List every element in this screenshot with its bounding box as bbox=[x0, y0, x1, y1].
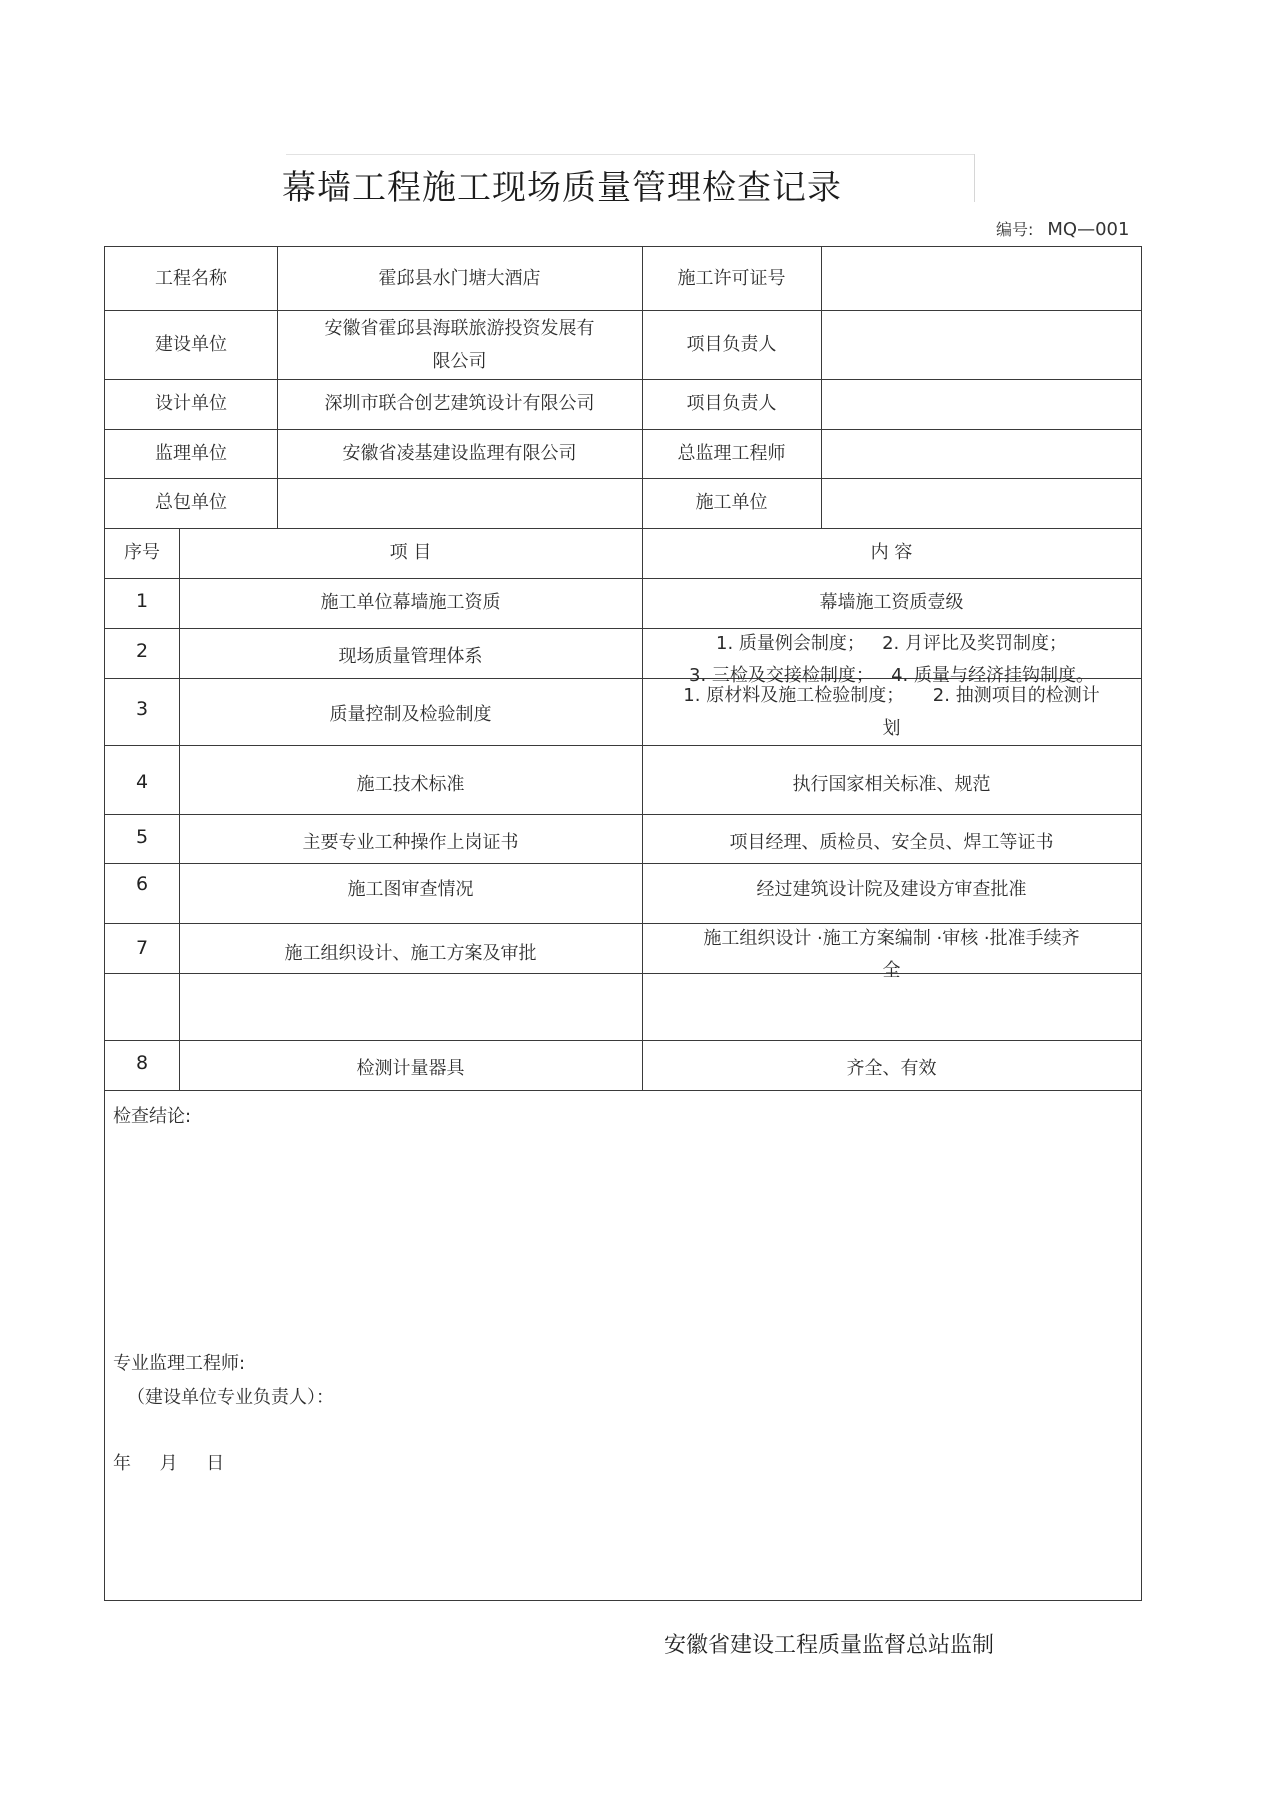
label-design-unit: 设计单位 bbox=[155, 393, 227, 414]
item-3-content-line1: 1. 原材料及施工检验制度； 2. 抽测项目的检测计 bbox=[683, 684, 1100, 706]
label-project-name: 工程名称 bbox=[155, 267, 227, 289]
item-2-content bbox=[642, 628, 1141, 686]
document-number bbox=[996, 217, 1129, 240]
document-title: 幕墙工程施工现场质量管理检查记录 bbox=[282, 168, 842, 208]
conclusion-label: 检查结论: bbox=[113, 1106, 192, 1127]
row-divider bbox=[105, 1090, 1141, 1091]
item-7-content-line2: 全 bbox=[882, 960, 901, 981]
label-design-manager: 项目负责人 bbox=[686, 393, 777, 414]
item-7-content-line1: 施工组织设计 ·施工方案编制 ·审核 ·批准手续齐 bbox=[703, 928, 1080, 949]
item-4-no: 4 bbox=[135, 771, 149, 793]
document-number-label: 编号: bbox=[996, 220, 1034, 239]
value-construction-unit bbox=[821, 478, 1141, 528]
item-2-no: 2 bbox=[135, 640, 149, 662]
header-item: 项 目 bbox=[389, 542, 432, 563]
item-4-name: 施工技术标准 bbox=[356, 773, 465, 795]
item-3-no: 3 bbox=[135, 698, 149, 720]
item-1-name: 施工单位幕墙施工资质 bbox=[320, 592, 501, 613]
item-7-no: 7 bbox=[135, 937, 149, 959]
item-1-content: 幕墙施工资质壹级 bbox=[819, 592, 964, 613]
date-label: 年 月 日 bbox=[113, 1453, 225, 1474]
owner-representative-label: （建设单位专业负责人）： bbox=[127, 1387, 334, 1408]
inspection-form bbox=[104, 246, 1142, 1601]
item-3-content bbox=[642, 678, 1141, 745]
value-project-name: 霍邱县水门塘大酒店 bbox=[378, 267, 541, 289]
row-divider bbox=[105, 973, 1141, 974]
label-general-contractor: 总包单位 bbox=[155, 492, 227, 513]
item-8-name: 检测计量器具 bbox=[356, 1058, 465, 1079]
item-7-content bbox=[642, 923, 1141, 981]
value-owner-manager bbox=[821, 310, 1141, 379]
item-5-name: 主要专业工种操作上岗证书 bbox=[302, 831, 519, 853]
issuing-authority: 安徽省建设工程质量监督总站监制 bbox=[664, 1633, 995, 1658]
item-7-name: 施工组织设计、施工方案及审批 bbox=[284, 943, 537, 964]
label-owner-manager: 项目负责人 bbox=[686, 333, 777, 355]
item-8-content: 齐全、有效 bbox=[846, 1058, 937, 1079]
item-1-no: 1 bbox=[135, 590, 149, 612]
value-supervision-unit: 安徽省凌基建设监理有限公司 bbox=[342, 442, 577, 464]
value-owner-unit-line1: 安徽省霍邱县海联旅游投资发展有 bbox=[324, 317, 595, 339]
label-owner-unit: 建设单位 bbox=[155, 333, 227, 355]
item-3-content-line2: 划 bbox=[882, 717, 901, 739]
title-frame-top bbox=[286, 154, 974, 155]
value-design-unit: 深圳市联合创艺建筑设计有限公司 bbox=[324, 393, 595, 414]
item-5-no: 5 bbox=[135, 826, 149, 848]
item-3-name: 质量控制及检验制度 bbox=[329, 703, 492, 725]
label-chief-supervisor: 总监理工程师 bbox=[677, 442, 786, 464]
label-construction-unit: 施工单位 bbox=[695, 492, 768, 513]
item-8-no: 8 bbox=[135, 1052, 149, 1074]
item-5-content: 项目经理、质检员、安全员、焊工等证书 bbox=[729, 831, 1054, 853]
header-content: 内 容 bbox=[870, 542, 913, 563]
item-4-content: 执行国家相关标准、规范 bbox=[792, 773, 991, 795]
item-6-content: 经过建筑设计院及建设方审查批准 bbox=[756, 879, 1027, 900]
value-permit-no bbox=[821, 247, 1141, 310]
label-permit-no: 施工许可证号 bbox=[677, 267, 786, 289]
item-6-name: 施工图审查情况 bbox=[347, 879, 474, 900]
document-number-value: MQ—001 bbox=[1047, 219, 1130, 240]
supervising-engineer-label: 专业监理工程师: bbox=[113, 1353, 246, 1374]
value-owner-unit-line2: 限公司 bbox=[432, 350, 487, 372]
item-2-content-line2: 3. 三检及交接检制度； 4. 质量与经济挂钩制度。 bbox=[689, 665, 1094, 686]
item-6-no: 6 bbox=[135, 873, 149, 895]
value-design-manager bbox=[821, 379, 1141, 429]
item-2-content-line1: 1. 质量例会制度； 2. 月评比及奖罚制度； bbox=[716, 633, 1067, 654]
item-2-name: 现场质量管理体系 bbox=[338, 646, 483, 667]
value-owner-unit bbox=[277, 310, 642, 379]
value-general-contractor bbox=[277, 478, 642, 528]
header-no: 序号 bbox=[124, 542, 160, 563]
label-supervision-unit: 监理单位 bbox=[155, 442, 227, 464]
value-chief-supervisor bbox=[821, 429, 1141, 478]
title-frame-side bbox=[974, 154, 975, 202]
